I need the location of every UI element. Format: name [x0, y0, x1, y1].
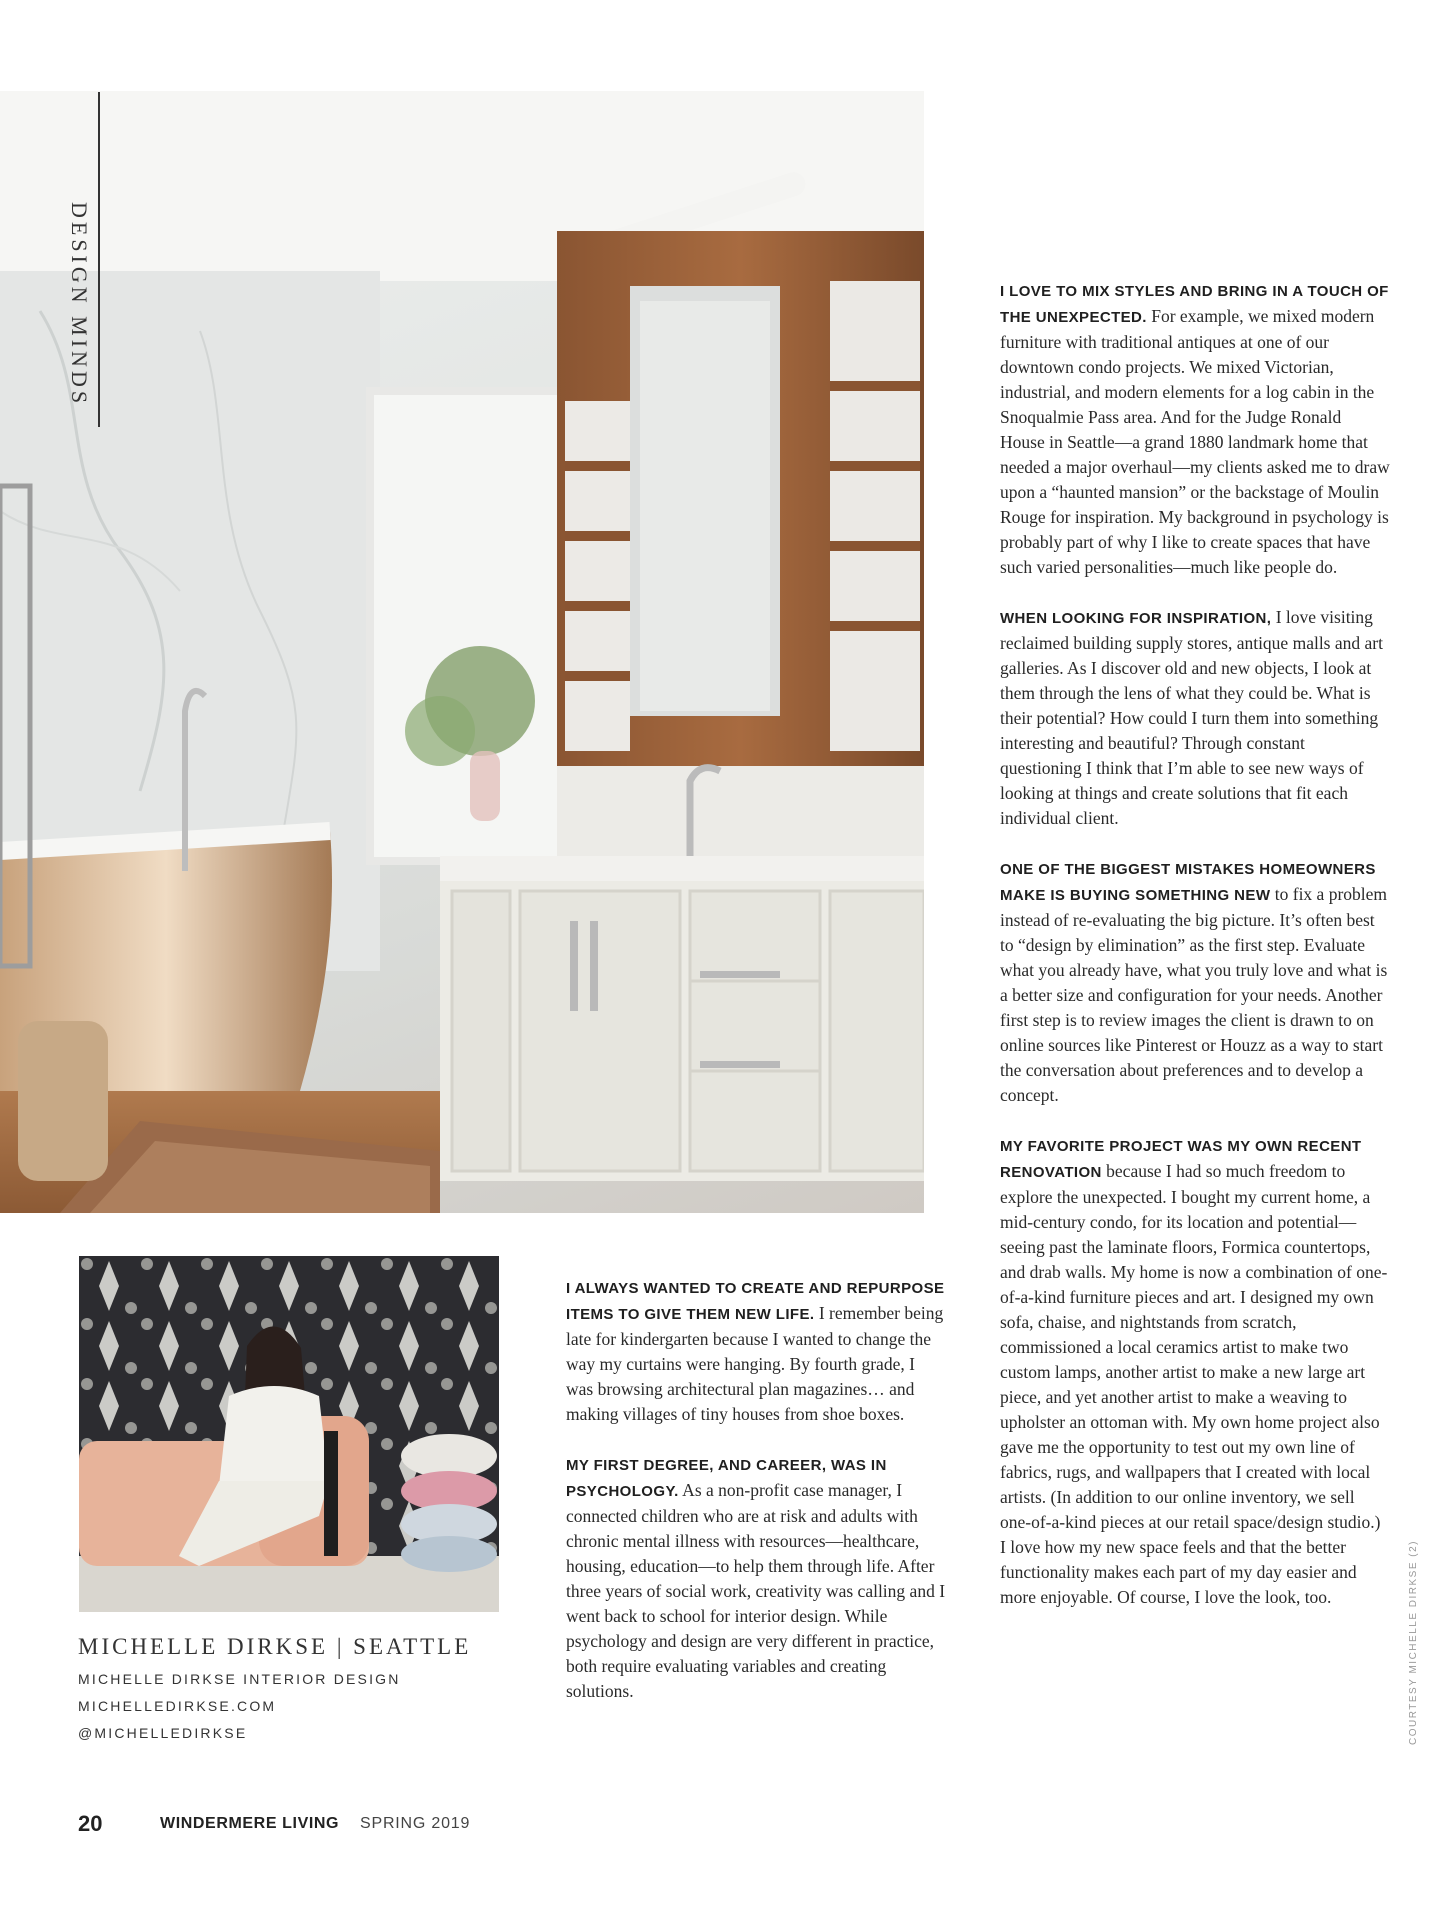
paragraph-text: I love visiting reclaimed building supply stores, antique malls and art galleries. As I discover old and new objects, I look at them through the lens of what they could be. What is their potential? How could I turn them into something interesting and beautiful? Through constant questioning I think that I’m able to see new ways of looking at things and create solutions that fit each individual client.	[1000, 607, 1383, 828]
paragraph-text: As a non-profit case manager, I connected children who are at risk and adults with chronic mental illness with resources—healthcare, housing, education—to help them through life. After three years of social work, creativity was calling and I went back to school for interior design. While psychology and design are very different in practice, both require evaluating variables and creating solutions.	[566, 1480, 946, 1701]
paragraph-lead: MY FIRST DEGREE, AND CAREER, WAS IN PSYCHOLOGY.	[566, 1457, 887, 1500]
paragraph-text: I remember being late for kindergarten because I wanted to change the way my curtains were hanging. By fourth grade, I was browsing architectural plan magazines… and making villages of tiny houses from shoe boxes.	[566, 1303, 944, 1424]
paragraph	[1000, 1133, 1390, 1610]
paragraph-text: because I had so much freedom to explore the unexpected. I bought my current home, a mid-century condo, for its location and potential—seeing past the laminate floors, Formica countertops, and drab walls. My home is now a combination of one-of-a-kind furniture pieces and art. I designed my own sofa, chaise, and nightstands from scratch, commissioned a local ceramics artist to make two custom lamps, another artist to make a new large art piece, and yet another artist to make a weaving to upholster an ottoman with. My own home project also gave me the opportunity to test out my own line of fabrics, rugs, and wallpapers that I created with local artists. (In addition to our online inventory, we sell one-of-a-kind pieces at our retail space/design studio.) I love how my new space feels and that the better functionality makes each part of my day easier and more enjoyable. Of course, I love the look, too.	[1000, 1161, 1388, 1607]
paragraph-lead: MY FAVORITE PROJECT WAS MY OWN RECENT RENOVATION	[1000, 1138, 1362, 1181]
bathroom-photo	[0, 91, 924, 1213]
paragraph	[566, 1452, 946, 1704]
bathroom-illustration	[0, 91, 924, 1213]
issue-date: SPRING 2019	[360, 1815, 471, 1832]
paragraph-text: For example, we mixed modern furniture with traditional antiques at one of our downtown condo projects. We mixed Victorian, industrial, and modern elements for a log cabin in the Snoqualmie Pass area. And for the Judge Ronald House in Seattle—a grand 1880 landmark home that needed a major overhaul—my clients asked me to draw upon a “haunted mansion” or the backstage of Moulin Rouge for inspiration. My background in psychology is probably part of why I like to create spaces that have such varied personalities—much like people do.	[1000, 306, 1390, 577]
paragraph-lead: I ALWAYS WANTED TO CREATE AND REPURPOSE ITEMS TO GIVE THEM NEW LIFE.	[566, 1280, 945, 1323]
company-name: MICHELLE DIRKSE INTERIOR DESIGN	[78, 1671, 401, 1687]
website-link[interactable]: MICHELLEDIRKSE.COM	[78, 1698, 277, 1714]
photo-credit: COURTESY MICHELLE DIRKSE (2)	[1408, 1539, 1419, 1745]
paragraph-lead: ONE OF THE BIGGEST MISTAKES HOMEOWNERS MAKE IS BUYING SOMETHING NEW	[1000, 861, 1376, 904]
article-column-right	[1000, 278, 1390, 1635]
social-handle[interactable]: @MICHELLEDIRKSE	[78, 1725, 248, 1741]
section-label	[62, 92, 100, 427]
paragraph	[1000, 856, 1390, 1108]
paragraph-lead: WHEN LOOKING FOR INSPIRATION,	[1000, 610, 1272, 627]
paragraph-lead: I LOVE TO MIX STYLES AND BRING IN A TOUCH OF THE UNEXPECTED.	[1000, 283, 1389, 326]
designer-portrait	[79, 1256, 499, 1612]
designer-name: MICHELLE DIRKSE | SEATTLE	[78, 1634, 472, 1659]
page-number: 20	[78, 1811, 103, 1836]
paragraph	[566, 1275, 946, 1427]
paragraph	[1000, 605, 1390, 831]
article-column-middle	[566, 1275, 946, 1729]
portrait-illustration	[79, 1256, 499, 1612]
paragraph	[1000, 278, 1390, 580]
paragraph-text: to fix a problem instead of re-evaluating the big picture. It’s often best to “design by elimination” as the first step. Evaluate what you already have, what you truly love and what is a better size and configuration for your needs. Another first step is to review images the client is drawn to on online sources like Pinterest or Houzz as a way to start the conversation about preferences and to develop a concept.	[1000, 884, 1388, 1105]
section-label-text: DESIGN MINDS	[67, 202, 92, 408]
magazine-title: WINDERMERE LIVING	[160, 1815, 340, 1832]
